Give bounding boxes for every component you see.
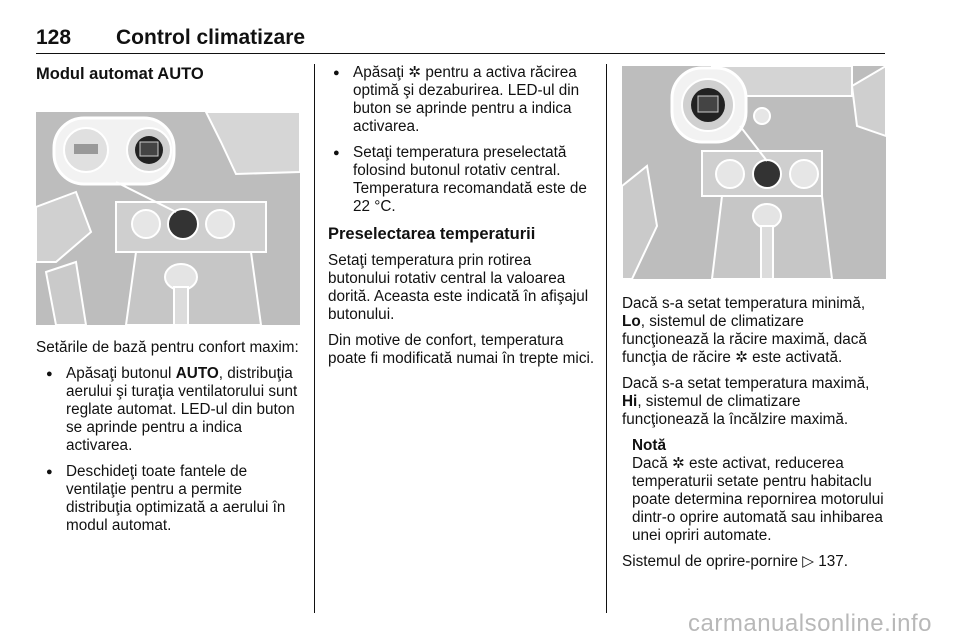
bullet-text: Apăsaţi xyxy=(353,64,409,81)
section-heading-auto: Modul automat AUTO xyxy=(36,65,204,83)
bullet-text: Deschideţi toate fantele de ventilaţie pentru a permite distribuţia optimizată a aerului în modul automat. xyxy=(66,463,286,534)
text: este activat, reducerea temperaturii setate pentru habitaclu poate determina repornirea motorului dintr-o oprire automată sau inhibarea unei opriri automate. xyxy=(632,455,884,544)
auto-button-figure xyxy=(36,112,300,325)
text: Sistemul de oprire-pornire xyxy=(622,553,803,570)
cooling-steps-list xyxy=(328,64,596,216)
section-heading-temperature: Preselectarea temperaturii xyxy=(328,225,536,243)
auto-label: AUTO xyxy=(175,365,219,382)
note-title: Notă xyxy=(632,437,666,454)
lo-label: Lo xyxy=(622,313,641,330)
text: 137. xyxy=(814,553,849,570)
page-number: 128 xyxy=(36,26,72,49)
list-item xyxy=(328,144,596,216)
text: , sistemul de climatizare funcţionează la încălzire maximă. xyxy=(622,393,849,428)
note-box xyxy=(622,437,888,545)
bullet-text: Apăsaţi butonul xyxy=(66,365,176,382)
text: Dacă s-a setat temperatura minimă, xyxy=(622,295,866,312)
header-rule xyxy=(36,53,885,54)
text: Dacă s-a setat temperatura maximă, xyxy=(622,375,870,392)
text: este activată. xyxy=(747,349,843,366)
bullet-text: Setaţi temperatura preselectată folosind butonul rotativ central. Temperatura recomandată este de 22 °C. xyxy=(353,144,587,215)
paragraph: Din motive de confort, temperatura poate fi modificată numai în trepte mici. xyxy=(328,332,595,367)
column-divider xyxy=(606,64,607,613)
text: Dacă xyxy=(632,455,672,472)
bullet-text: , distribuţia aerului şi turaţia ventilatorului sunt reglate automat. LED-ul din buton se aprinde pentru a indica activarea. xyxy=(66,365,298,454)
auto-steps-list xyxy=(36,365,300,535)
page-ref-arrow-icon: ▷ xyxy=(802,553,815,570)
temperature-knob-figure xyxy=(622,66,886,279)
watermark: carmanualsonline.info xyxy=(688,610,932,637)
snowflake-icon: ✲ xyxy=(671,455,685,472)
intro-text: Setările de bază pentru confort maxim: xyxy=(36,339,299,356)
paragraph xyxy=(622,295,888,367)
chapter-title: Control climatizare xyxy=(116,26,306,49)
column-2 xyxy=(328,64,596,376)
column-1 xyxy=(36,64,300,543)
note-text xyxy=(632,455,888,545)
column-3 xyxy=(622,64,888,579)
list-item xyxy=(36,463,300,535)
bullet-text: pentru a activa răcirea optimă şi dezaburirea. LED-ul din buton se aprinde pentru a indica activarea. xyxy=(353,64,580,135)
text: , sistemul de climatizare funcţionează la răcire maximă, dacă funcţia de răcire xyxy=(622,313,867,366)
paragraph xyxy=(622,375,888,429)
snowflake-icon: ✲ xyxy=(408,64,422,81)
list-item xyxy=(328,64,596,136)
snowflake-icon: ✲ xyxy=(735,349,748,366)
cross-reference[interactable] xyxy=(622,553,888,571)
column-divider xyxy=(314,64,315,613)
list-item xyxy=(36,365,300,455)
paragraph: Setaţi temperatura prin rotirea butonului rotativ central la valoarea dorită. Aceasta este indicată în afişajul butonului. xyxy=(328,252,589,323)
hi-label: Hi xyxy=(622,393,638,410)
